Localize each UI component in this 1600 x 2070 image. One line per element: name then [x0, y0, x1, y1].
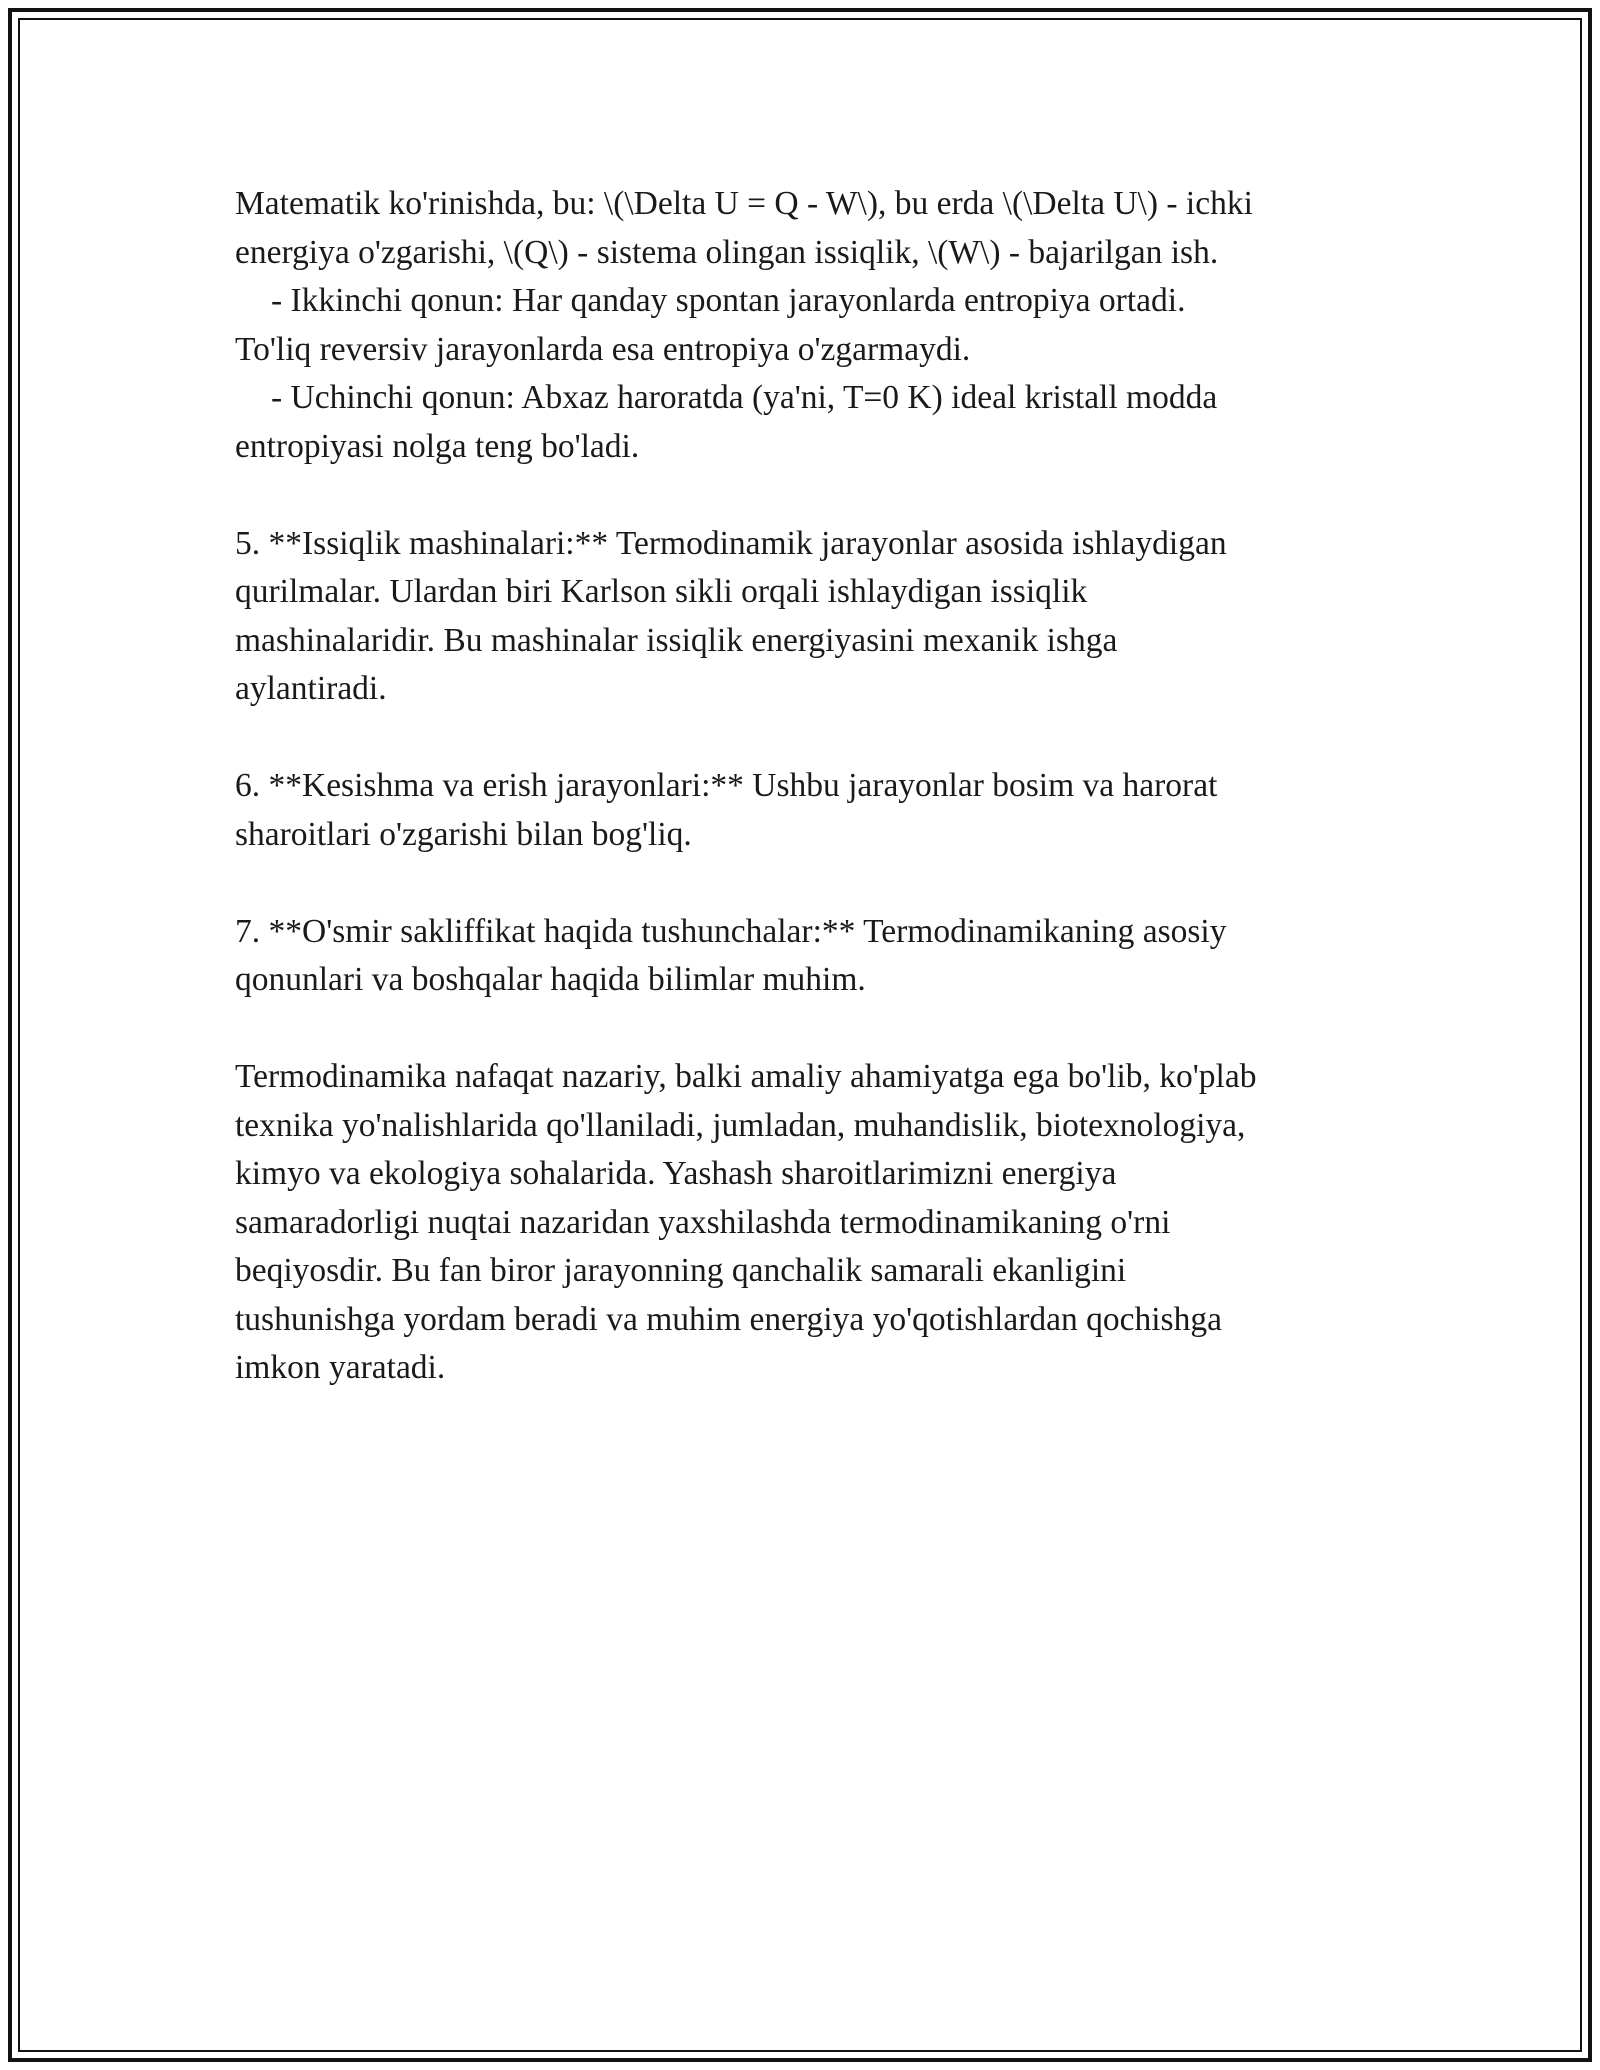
paragraph-gap	[235, 471, 1375, 520]
text-line: - Uchinchi qonun: Abxaz haroratda (ya'ni, T=0 K) ideal kristall modda	[271, 379, 1218, 416]
text-line: 6. **Kesishma va erish jarayonlari:** Ushbu jarayonlar bosim va harorat	[235, 767, 1218, 804]
paragraph-gap	[235, 714, 1375, 763]
text-line: energiya o'zgarishi, \(Q\) - sistema olingan issiqlik, \(W\) - bajarilgan ish.	[235, 233, 1219, 271]
text-line: 7. **O'smir sakliffikat haqida tushunchalar:** Termodinamikaning asosiy	[235, 912, 1227, 950]
text-line: qonunlari va boshqalar haqida bilimlar muhim.	[235, 961, 866, 998]
text-line: imkon yaratadi.	[235, 1349, 446, 1386]
text-line: aylantiradi.	[235, 670, 387, 707]
document-body	[235, 180, 1375, 1393]
paragraph-gap	[235, 1005, 1375, 1054]
text-line: tushunishga yordam beradi va muhim energiya yo'qotishlardan qochishga	[235, 1300, 1222, 1338]
paragraph-item-5	[235, 520, 1375, 714]
text-line: sharoitlari o'zgarishi bilan bog'liq.	[235, 815, 692, 853]
paragraph-conclusion	[235, 1053, 1375, 1393]
text-line: texnika yo'nalishlarida qo'llaniladi, jumladan, muhandislik, biotexnologiya,	[235, 1106, 1246, 1144]
text-line: Matematik ko'rinishda, bu: \(\Delta U = Q - W\), bu erda \(\Delta U\) - ichki	[235, 185, 1253, 222]
paragraph-gap	[235, 859, 1375, 908]
text-line: kimyo va ekologiya sohalarida. Yashash sharoitlarimizni energiya	[235, 1155, 1117, 1192]
text-line: - Ikkinchi qonun: Har qanday spontan jarayonlarda entropiya ortadi.	[271, 282, 1186, 319]
text-line: samaradorligi nuqtai nazaridan yaxshilashda termodinamikaning o'rni	[235, 1203, 1171, 1241]
text-line: Termodinamika nafaqat nazariy, balki amaliy ahamiyatga ega bo'lib, ko'plab	[235, 1058, 1257, 1095]
text-line: To'liq reversiv jarayonlarda esa entropiya o'zgarmaydi.	[235, 330, 971, 368]
text-line: entropiyasi nolga teng bo'ladi.	[235, 427, 640, 465]
paragraph-item-7	[235, 908, 1375, 1005]
text-line: 5. **Issiqlik mashinalari:** Termodinamik jarayonlar asosida ishlaydigan	[235, 524, 1227, 562]
text-line: qurilmalar. Ulardan biri Karlson sikli orqali ishlaydigan issiqlik	[235, 573, 1088, 610]
text-line: mashinalaridir. Bu mashinalar issiqlik energiyasini mexanik ishga	[235, 621, 1118, 659]
paragraph-laws-continued	[235, 180, 1375, 471]
paragraph-item-6	[235, 762, 1375, 859]
text-line: beqiyosdir. Bu fan biror jarayonning qanchalik samarali ekanligini	[235, 1252, 1127, 1289]
